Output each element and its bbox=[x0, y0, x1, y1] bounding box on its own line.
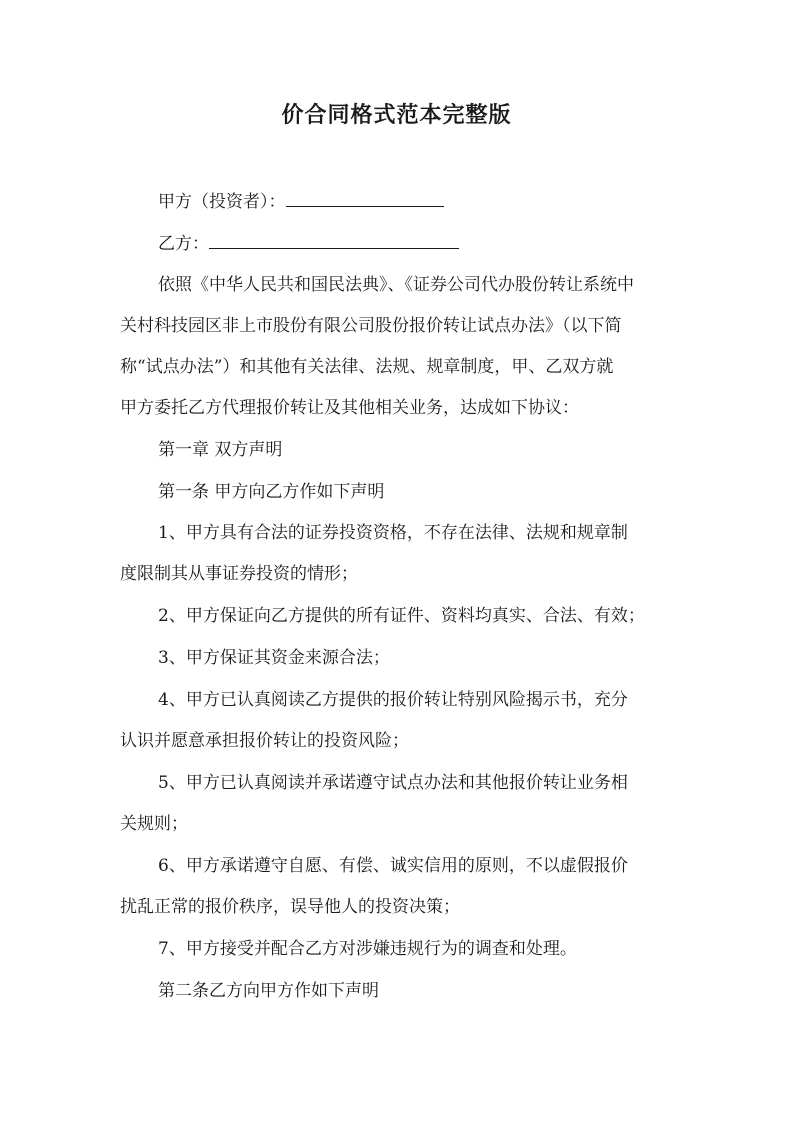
party-b-blank bbox=[209, 230, 459, 249]
clause-4-line-2: 认识并愿意承担报价转让的投资风险； bbox=[120, 731, 409, 751]
clause-4-line-1: 4、甲方已认真阅读乙方提供的报价转让特别风险揭示书，充分 bbox=[158, 690, 628, 710]
clause-7: 7、甲方接受并配合乙方对涉嫌违规行为的调查和处理。 bbox=[158, 939, 577, 959]
clause-5-line-2: 关规则； bbox=[120, 814, 188, 834]
preamble-line-3: 称“试点办法”）和其他有关法律、法规、规章制度，甲、乙双方就 bbox=[120, 357, 614, 377]
chapter-heading: 第一章 双方声明 bbox=[158, 440, 283, 460]
preamble-line-4: 甲方委托乙方代理报价转让及其他相关业务，达成如下协议： bbox=[120, 398, 579, 418]
clause-2: 2、甲方保证向乙方提供的所有证件、资料均真实、合法、有效； bbox=[158, 606, 645, 626]
clause-5-line-1: 5、甲方已认真阅读并承诺遵守试点办法和其他报价转让业务相 bbox=[158, 773, 628, 793]
party-a-blank bbox=[286, 188, 444, 207]
party-b-line bbox=[158, 230, 718, 257]
party-b-label: 乙方： bbox=[158, 234, 209, 254]
clause-1-line-1: 1、甲方具有合法的证券投资资格，不存在法律、法规和规章制 bbox=[158, 523, 628, 543]
clause-6-line-1: 6、甲方承诺遵守自愿、有偿、诚实信用的原则，不以虚假报价 bbox=[158, 856, 628, 876]
clause-6-line-2: 扰乱正常的报价秩序，误导他人的投资决策； bbox=[120, 897, 460, 917]
article-heading-1: 第一条 甲方向乙方作如下声明 bbox=[158, 482, 385, 502]
document-title: 价合同格式范本完整版 bbox=[281, 102, 512, 128]
party-a-line bbox=[158, 188, 718, 215]
preamble-line-1: 依照《中华人民共和国民法典》、《证券公司代办股份转让系统中 bbox=[158, 275, 634, 295]
article-heading-2: 第二条乙方向甲方作如下声明 bbox=[158, 981, 379, 1001]
preamble-line-2: 关村科技园区非上市股份有限公司股份报价转让试点办法》（以下简 bbox=[120, 316, 622, 336]
clause-3: 3、甲方保证其资金来源合法； bbox=[158, 648, 390, 668]
party-a-label: 甲方（投资者）： bbox=[158, 192, 286, 212]
clause-1-line-2: 度限制其从事证券投资的情形； bbox=[120, 564, 358, 584]
